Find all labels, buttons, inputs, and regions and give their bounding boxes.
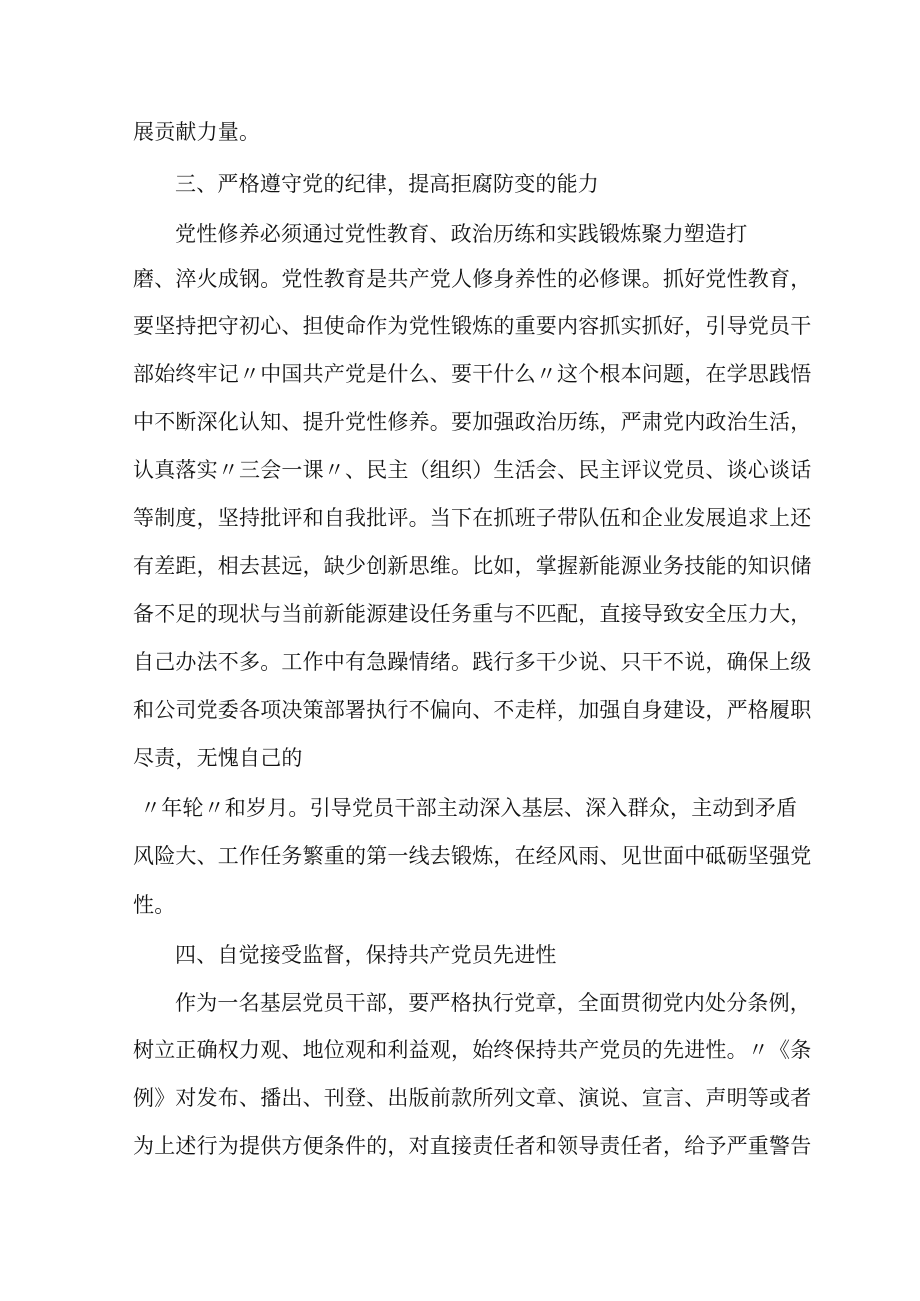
text-line: 〃年轮〃和岁月。引导党员干部主动深入基层、深入群众，主动到矛盾 xyxy=(140,796,798,820)
text-line: 为上述行为提供方便条件的，对直接责任者和领导责任者，给予严重警告 xyxy=(133,1134,812,1158)
text-line: 等制度，坚持批评和自我批评。当下在抓班子带队伍和企业发展追求上还 xyxy=(133,506,812,530)
text-line: 自己办法不多。工作中有急躁情绪。践行多干少说、只干不说，确保上级 xyxy=(133,650,812,674)
text-line: 要坚持把守初心、担使命作为党性锻炼的重要内容抓实抓好，引导党员干 xyxy=(133,314,812,338)
text-line: 认真落实〃三会一课〃、民主（组织）生活会、民主评议党员、谈心谈话 xyxy=(133,458,812,482)
text-line: 风险大、工作任务繁重的第一线去锻炼，在经风雨、见世面中砥砺坚强党 xyxy=(133,844,812,868)
text-line: 有差距，相去甚远，缺少创新思维。比如，掌握新能源业务技能的知识储 xyxy=(133,554,812,578)
section-heading: 四、自觉接受监督，保持共产党员先进性 xyxy=(175,943,557,967)
text-line: 党性修养必须通过党性教育、政治历练和实践锻炼聚力塑造打 xyxy=(175,222,748,246)
text-line: 尽责，无愧自己的 xyxy=(133,746,303,770)
text-line: 性。 xyxy=(133,893,176,917)
text-line: 展贡献力量。 xyxy=(133,120,261,144)
section-heading: 三、严格遵守党的纪律，提高拒腐防变的能力 xyxy=(175,172,599,196)
text-line: 磨、淬火成钢。党性教育是共产党人修身养性的必修课。抓好党性教育， xyxy=(133,267,812,291)
text-line: 中不断深化认知、提升党性修养。要加强政治历练，严肃党内政治生活， xyxy=(133,410,812,434)
text-line: 和公司党委各项决策部署执行不偏向、不走样，加强自身建设，严格履职 xyxy=(133,698,812,722)
text-line: 作为一名基层党员干部，要严格执行党章，全面贯彻党内处分条例， xyxy=(175,991,811,1015)
text-line: 树立正确权力观、地位观和利益观，始终保持共产党员的先进性。〃《条 xyxy=(133,1038,812,1062)
text-line: 部始终牢记〃中国共产党是什么、要干什么〃这个根本问题，在学思践悟 xyxy=(133,362,812,386)
text-line: 例》对发布、播出、刊登、出版前款所列文章、演说、宣言、声明等或者 xyxy=(133,1086,812,1110)
text-line: 备不足的现状与当前新能源建设任务重与不匹配，直接导致安全压力大， xyxy=(133,602,812,626)
